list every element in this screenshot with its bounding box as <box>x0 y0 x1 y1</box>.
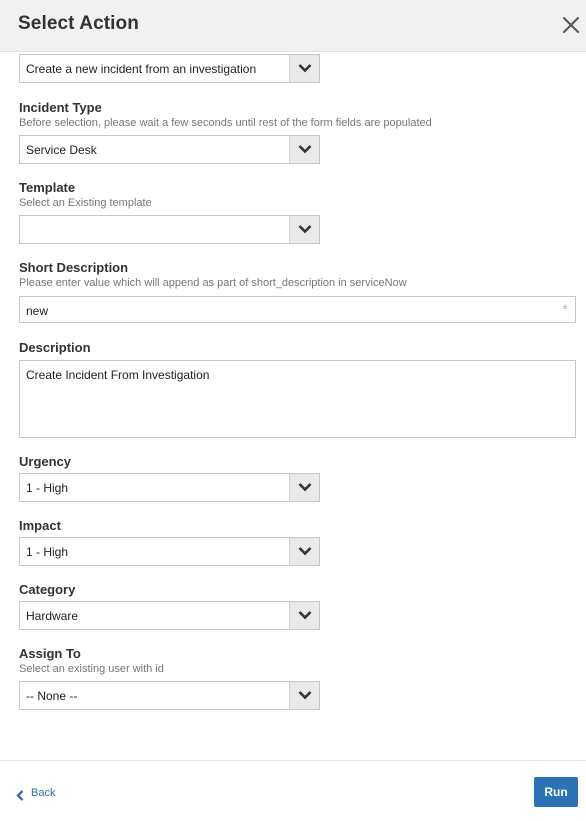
assign-to-value: -- None -- <box>26 689 78 703</box>
action-select[interactable] <box>19 54 320 83</box>
assign-to-select[interactable] <box>19 681 320 710</box>
close-button[interactable] <box>562 16 580 34</box>
run-button[interactable]: Run <box>534 777 578 807</box>
description-value: Create Incident From Investigation <box>26 368 210 382</box>
incident-type-toggle[interactable] <box>289 136 319 163</box>
impact-value: 1 - High <box>26 545 69 559</box>
chevron-down-icon <box>298 546 312 556</box>
incident-type-value: Service Desk <box>26 143 97 157</box>
urgency-label: Urgency <box>19 454 72 469</box>
description-label: Description <box>19 340 91 355</box>
category-toggle[interactable] <box>289 602 319 629</box>
category-value: Hardware <box>26 609 79 623</box>
template-toggle[interactable] <box>289 216 319 243</box>
short-description-value: new <box>26 304 49 318</box>
impact-toggle[interactable] <box>289 538 319 565</box>
template-help: Select an Existing template <box>19 197 152 209</box>
assign-to-toggle[interactable] <box>289 682 319 709</box>
back-label: Back <box>31 787 56 799</box>
incident-type-select[interactable] <box>19 135 320 164</box>
impact-label: Impact <box>19 518 61 533</box>
incident-type-help: Before selection, please wait a few seconds until rest of the form fields are populated <box>19 117 432 129</box>
chevron-down-icon <box>298 224 312 234</box>
dialog-header <box>0 0 586 52</box>
action-select-value: Create a new incident from an investigation <box>26 62 257 76</box>
chevron-down-icon <box>298 690 312 700</box>
incident-type-label: Incident Type <box>19 100 102 115</box>
template-select[interactable] <box>19 215 320 244</box>
short-description-help: Please enter value which will append as part of short_description in serviceNow <box>19 277 407 289</box>
description-textarea[interactable] <box>19 360 576 438</box>
impact-select[interactable] <box>19 537 320 566</box>
dialog-body <box>0 53 586 760</box>
chevron-down-icon <box>298 610 312 620</box>
chevron-down-icon <box>298 144 312 154</box>
urgency-toggle[interactable] <box>289 474 319 501</box>
dialog-footer <box>0 760 586 821</box>
chevron-left-icon <box>16 790 25 801</box>
chevron-down-icon <box>298 63 312 73</box>
category-select[interactable] <box>19 601 320 630</box>
template-label: Template <box>19 180 76 195</box>
chevron-down-icon <box>298 482 312 492</box>
action-select-toggle[interactable] <box>289 55 319 82</box>
dialog-title: Select Action <box>18 13 139 34</box>
urgency-value: 1 - High <box>26 481 69 495</box>
urgency-select[interactable] <box>19 473 320 502</box>
required-marker: * <box>562 301 568 317</box>
short-description-label: Short Description <box>19 260 129 275</box>
close-icon <box>562 16 580 34</box>
short-description-input[interactable] <box>19 296 576 323</box>
category-label: Category <box>19 582 76 597</box>
assign-to-help: Select an existing user with id <box>19 663 164 675</box>
assign-to-label: Assign To <box>19 646 81 661</box>
